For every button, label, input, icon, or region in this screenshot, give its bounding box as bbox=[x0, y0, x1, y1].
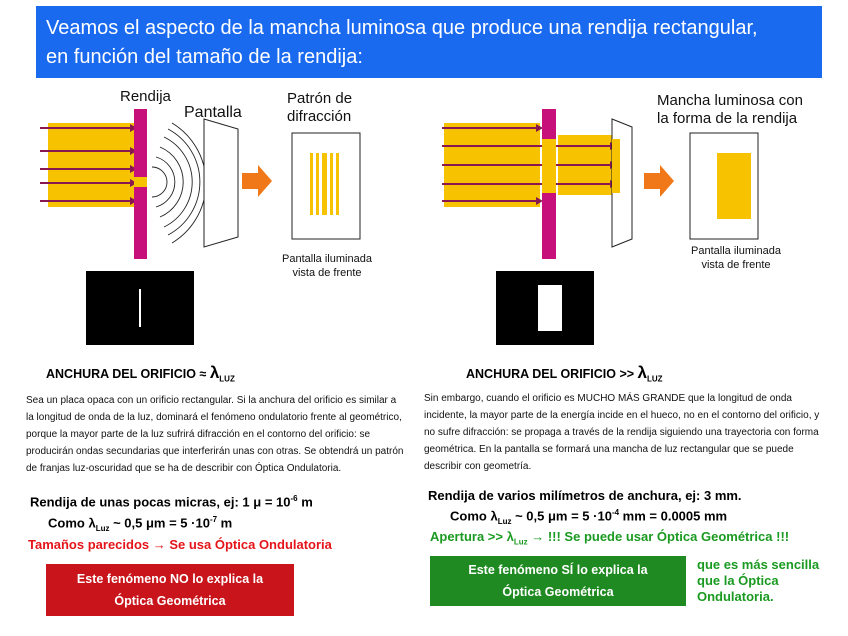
left-paragraph: Sea un placa opaca con un orificio rectangular. Si la anchura del orificio es similar a la longitud de onda de la luz, dominará el fenómeno ondulatorio frente al geométrico, porque la mayor parte de la luz sufrirá difracción en el contorno del orificio: se producirán ondas secundarias que interferirán unas con otras. Se obtendrá un patrón de franjas luz-oscuridad que se ha de describir con Óptica Ondulatoria. bbox=[26, 395, 404, 474]
right-apertura-line bbox=[430, 529, 789, 547]
right-heading bbox=[466, 363, 663, 384]
left-como-unit: m bbox=[217, 515, 233, 531]
right-side-line-1: que es más sencilla bbox=[697, 557, 820, 572]
right-como-lambda: λ bbox=[490, 508, 498, 524]
right-conclusion-box bbox=[430, 556, 686, 606]
left-rendija-text: Rendija de unas pocas micras, ej: 1 μ = 10 bbox=[30, 494, 291, 510]
title-line-2: en función del tamaño de la rendija: bbox=[46, 46, 363, 68]
right-box-line-1: Este fenómeno SÍ lo explica la bbox=[468, 563, 648, 577]
label-mancha-line-2: la forma de la rendija bbox=[657, 110, 798, 127]
slit-plate-top bbox=[542, 109, 556, 139]
slit-front-opening bbox=[538, 285, 562, 331]
label-patron-line-1: Patrón de bbox=[287, 90, 353, 107]
screen-light-spot bbox=[612, 139, 620, 193]
left-como-line bbox=[48, 515, 232, 533]
left-rendija-exp: -6 bbox=[290, 494, 298, 503]
left-conclusion-box bbox=[46, 564, 294, 616]
left-heading-lambda: λ bbox=[209, 363, 220, 382]
label-patron bbox=[287, 90, 352, 126]
label-rendija: Rendija bbox=[120, 88, 171, 105]
right-caption-line-1: Pantalla iluminada bbox=[691, 245, 781, 257]
left-heading-sub: LUZ bbox=[219, 374, 235, 384]
left-rendija-unit: m bbox=[297, 494, 313, 510]
right-heading-text: ANCHURA DEL ORIFICIO >> bbox=[466, 367, 638, 381]
left-como-prefix: Como bbox=[48, 515, 89, 531]
screen-side-view bbox=[204, 119, 238, 247]
right-apertura-prefix: Apertura >> bbox=[430, 529, 507, 544]
right-como-unit: mm = 0.0005 mm bbox=[619, 508, 728, 524]
left-caption-line-2: vista de frente bbox=[292, 267, 362, 279]
left-heading-text: ANCHURA DEL ORIFICIO ≈ bbox=[46, 367, 210, 381]
small-slit-diagram bbox=[0, 85, 420, 355]
right-como-rest: ~ 0,5 μm = 5 ·10 bbox=[511, 508, 612, 524]
right-como-prefix: Como bbox=[450, 508, 491, 524]
wide-slit bbox=[542, 139, 556, 193]
right-como-exp: -4 bbox=[611, 508, 620, 517]
right-apertura-sub: Luz bbox=[513, 537, 528, 547]
right-heading-lambda: λ bbox=[637, 363, 648, 382]
label-pantalla: Pantalla bbox=[184, 104, 242, 121]
left-heading bbox=[46, 363, 235, 384]
slit-plate-bottom bbox=[542, 193, 556, 259]
label-mancha bbox=[657, 92, 803, 128]
right-como-sub: Luz bbox=[497, 516, 512, 526]
right-paragraph: Sin embargo, cuando el orificio es MUCHO MÁS GRANDE que la longitud de onda incidente, la mayor parte de la energía incide en el hueco, no en el contorno del orificio, y no sufre difracción: se propaga a través de la rendija siguiendo una trayectoria con forma geométrica. En la pantalla se formará una mancha de luz rectangular que se puede describir con geometría. bbox=[424, 393, 820, 472]
label-patron-line-2: difracción bbox=[287, 108, 352, 125]
right-heading-sub: LUZ bbox=[647, 374, 663, 384]
left-box-line-1: Este fenómeno NO lo explica la bbox=[76, 572, 264, 586]
right-side-line-3: Ondulatoria. bbox=[697, 589, 774, 604]
right-side-note bbox=[697, 557, 819, 605]
diffraction-wavefronts bbox=[152, 123, 206, 243]
slit-front-opening bbox=[139, 289, 141, 327]
right-apertura-lambda: λ bbox=[506, 529, 514, 544]
narrow-slit bbox=[134, 177, 147, 187]
left-tamanos-line: Tamaños parecidos → Se usa Óptica Ondulatoria bbox=[28, 537, 332, 552]
right-como-line bbox=[450, 508, 727, 526]
left-como-rest: ~ 0,5 μm = 5 ·10 bbox=[109, 515, 210, 531]
left-caption-line-1: Pantalla iluminada bbox=[282, 253, 372, 265]
title-line-1: Veamos el aspecto de la mancha luminosa que produce una rendija rectangular, bbox=[46, 17, 758, 39]
right-caption-line-2: vista de frente bbox=[701, 259, 771, 271]
right-caption bbox=[680, 244, 792, 272]
orange-arrow-icon bbox=[644, 165, 674, 197]
left-como-sub: Luz bbox=[95, 523, 110, 533]
right-rendija-line: Rendija de varios milímetros de anchura, ej: 3 mm. bbox=[428, 488, 742, 503]
right-apertura-rest: → !!! Se puede usar Óptica Geométrica !!! bbox=[527, 529, 790, 544]
left-box-line-2: Óptica Geométrica bbox=[114, 594, 226, 608]
rectangular-light-spot bbox=[717, 153, 751, 219]
right-box-line-2: Óptica Geométrica bbox=[502, 585, 614, 599]
right-side-line-2: que la Óptica bbox=[697, 573, 779, 588]
left-rendija-line bbox=[30, 494, 313, 509]
left-como-exp: -7 bbox=[209, 515, 218, 524]
incident-light-beam bbox=[48, 123, 134, 207]
label-mancha-line-1: Mancha luminosa con bbox=[657, 92, 803, 109]
left-como-lambda: λ bbox=[88, 515, 96, 531]
left-caption bbox=[272, 252, 382, 280]
orange-arrow-icon bbox=[242, 165, 272, 197]
title-banner bbox=[36, 6, 822, 78]
